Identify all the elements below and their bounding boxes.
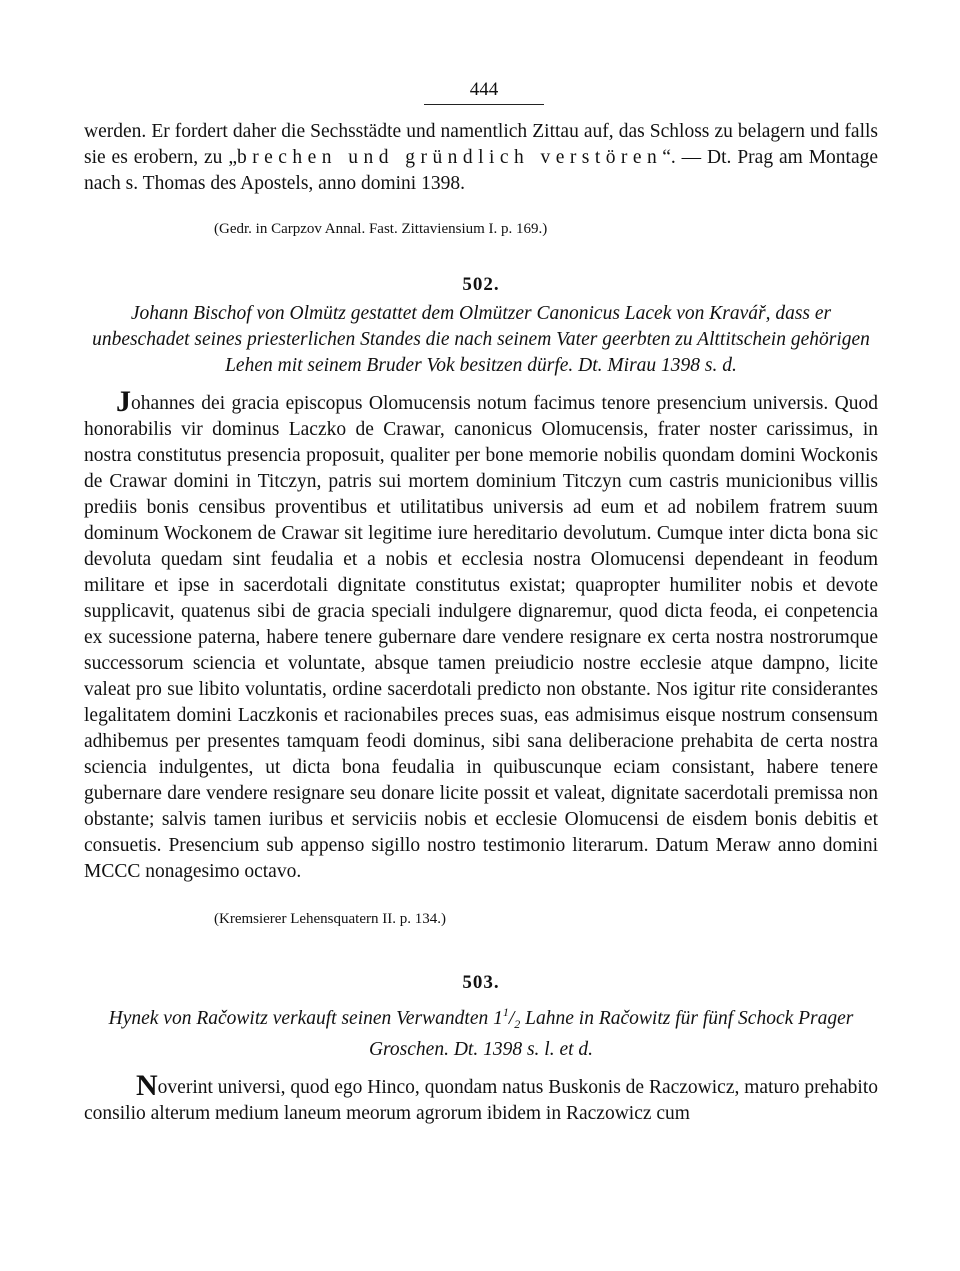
intro-text-start: werden. Er fordert daher die Sechsstädte und namentlich Zittau auf, das Schloss zu belagern und falls sie es erobern, zu „ [84, 121, 878, 168]
document-503-number: 503. [462, 972, 500, 993]
fraction-denominator: 2 [514, 1017, 521, 1031]
document-503-summary: Hynek von Račowitz verkauft seinen Verwandten $1^1/_2$ Lahne in Račowitz für fünf Schock Prager Groschen. Dt. 1398 s. l. et d. [108, 1005, 854, 1060]
document-502-body: ohannes dei gracia episcopus Olomucensis notum facimus tenore presencium universis. Quod honorabilis vir dominus Laczko de Crawar, canonicus Olomucensis, frater noster carissimus, in nostra constitutus presencia proposuit, qualiter per bone memorie nobilis quondam domini Wockonis de Crawar domini in Titczyn, patris sui mortem dominium Titczyn cum castris municionibus villis prediis bonis censibus proventibus et utilitatibus universis ad eum et ad nobilem fratrem suum dominum Wockonem de Crawar sit legitime iure hereditario devolutum. Cumque inter dicta bona sic devoluta quedam sint feudalia et a nobis et ecclesia nostra Olomucensi dependeant in feodum militare et ipse in sacerdotali dignitate constitutus existat; quapropter humiliter nobis et devote supplicavit, quatenus sibi de gracia speciali indulgere dignaremur, quod dicta feoda, ei conpetencia ex sucessione paterna, habere tenere gubernare dare vendere resignare ex certa nostra nostrorumque successorum sciencia et voluntate, absque tamen preiudicio nostre ecclesie atque dampno, licite valeat pro sue libito voluntatis, ordine sacerdotali predicto non obstante. Nos igitur rite considerantes legalitatem domini Laczkonis et racionabiles preces suas, eas admisimus eisque nostrum consensum adhibemus per presentes tamquam feodi dominus, sibi sana deliberacione prehabita de certa nostra sciencia indulgentes, ut dicta bona feudalia in quibuscunque eciam consistant, habere tenere gubernare dare vendere resignare seu donare licite possit et valeat, dignitate sacerdotali premissa non obstante; salvis tamen iuribus et serviciis nobis et ecclesie Olomucensi de eisdem bonis debitis et consuetis. Presencium sub appenso sigillo nostro testimonio literarum. Datum Meraw anno domini MCCC nonagesimo octavo. [84, 393, 878, 882]
intro-paragraph [84, 119, 878, 197]
document-502-initial: J [116, 385, 131, 418]
document-503-summary-start: Hynek von Račowitz verkauft seinen Verwandten 1 [108, 1008, 503, 1029]
document-503-text [84, 1069, 878, 1127]
document-502-number: 502. [462, 274, 500, 295]
page-number: 444 [424, 78, 544, 105]
document-503-initial: N [136, 1069, 158, 1102]
document-page [84, 78, 878, 1127]
document-502-summary: Johann Bischof von Olmütz gestattet dem Olmützer Canonicus Lacek von Kravář, dass er unbeschadet seines priesterlichen Standes die nach seinem Vater geerbten zu Alttitschein gehörigen Lehen mit seinem Bruder Vok besitzen dürfe. Dt. Mirau 1398 s. d. [92, 303, 870, 376]
document-502-text [84, 385, 878, 885]
document-503-body: overint universi, quod ego Hinco, quondam natus Buskonis de Raczowicz, maturo prehabito consilio alterum medium laneum meorum agrorum ibidem in Raczowicz cum [84, 1077, 878, 1124]
document-503-summary-end: Lahne in Račowitz für fünf Schock Prager Groschen. Dt. 1398 s. l. et d. [368, 1008, 854, 1060]
fraction-numerator: 1 [502, 1005, 509, 1019]
document-502-citation: (Kremsierer Lehensquatern II. p. 134.) [214, 911, 446, 927]
intro-emphasis: brechen und gründlich verstören [237, 147, 663, 168]
intro-text-end: “. — Dt. Prag am Montage nach s. Thomas des Apostels, anno domini 1398. [84, 147, 879, 194]
intro-citation: (Gedr. in Carpzov Annal. Fast. Zittaviensium I. p. 169.) [214, 221, 548, 237]
